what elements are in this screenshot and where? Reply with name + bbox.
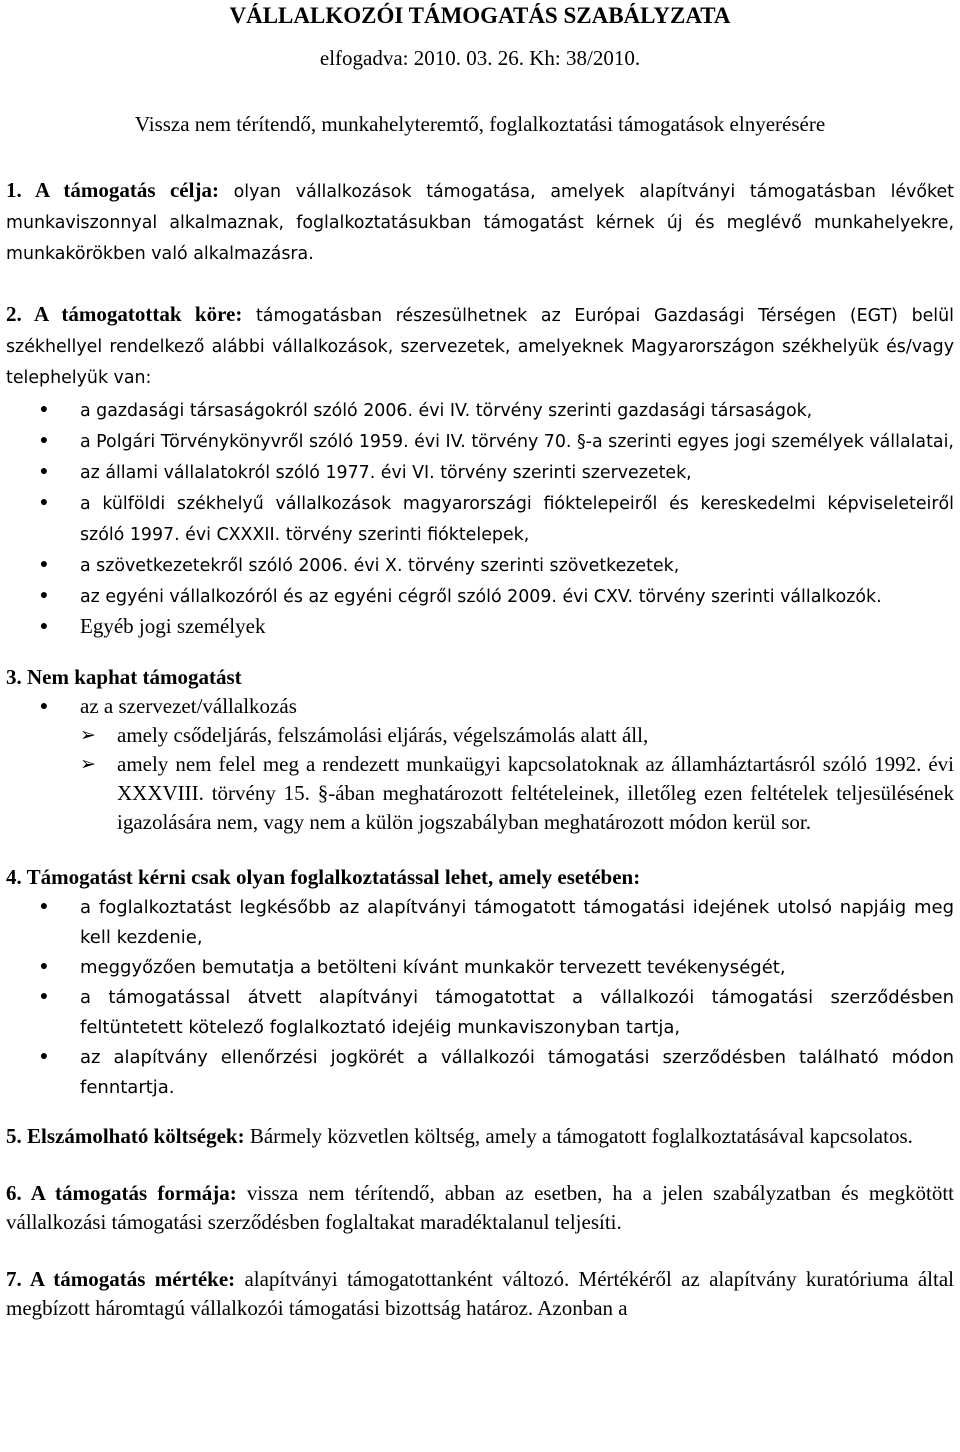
section-7 — [6, 1265, 954, 1323]
section-4-heading: 4. Támogatást kérni csak olyan foglalkoztatással lehet, amely esetében: — [6, 865, 641, 889]
section-1-heading: 1. A támogatás célja: — [6, 178, 219, 202]
list-item: ● a külföldi székhelyű vállalkozások magyarországi fióktelepeiről és kereskedelmi képviseleteiről szóló 1997. évi CXXXII. törvény szerinti fióktelepek, — [6, 488, 954, 550]
section-2 — [6, 300, 954, 393]
section-2-list — [6, 395, 954, 641]
section-6-heading: 6. A támogatás formája: — [6, 1181, 237, 1205]
bullet-icon: ● — [39, 899, 49, 914]
section-4-list — [6, 892, 954, 1102]
bullet-icon: ● — [39, 402, 49, 417]
list-item: ● az alapítvány ellenőrzési jogkörét a vállalkozói támogatási szerződésben található módon fenntartja. — [6, 1042, 954, 1102]
bullet-icon: ● — [39, 619, 49, 634]
bullet-icon: ● — [39, 959, 49, 974]
section-5-heading: 5. Elszámolható költségek: — [6, 1124, 245, 1148]
section-6 — [6, 1179, 954, 1237]
list-item: ● Egyéb jogi személyek — [6, 612, 954, 641]
section-1 — [6, 176, 954, 269]
section-3-heading: 3. Nem kaphat támogatást — [6, 665, 242, 689]
section-7-heading: 7. A támogatás mértéke: — [6, 1267, 236, 1291]
section-3-sublist — [6, 721, 954, 837]
bullet-icon: ● — [39, 495, 49, 510]
bullet-icon: ● — [39, 699, 49, 714]
list-item: ● a gazdasági társaságokról szóló 2006. évi IV. törvény szerinti gazdasági társaságok, — [6, 395, 954, 426]
list-item: ● a Polgári Törvénykönyvről szóló 1959. évi IV. törvény 70. §-a szerinti egyes jogi személyek vállalatai, — [6, 426, 954, 457]
bullet-icon: ● — [39, 989, 49, 1004]
document-subtitle: Vissza nem térítendő, munkahelyteremtő, foglalkoztatási támogatások elnyerésére — [134, 112, 826, 136]
section-4 — [6, 863, 954, 892]
section-2-text: támogatásban részesülhetnek az Európai Gazdasági Térségen (EGT) belül székhellyel rendelkező alábbi vállalkozások, szervezetek, amelyeknek Magyarországon székhelyük és/vagy telephelyük van: — [6, 306, 954, 388]
document-title: VÁLLALKOZÓI TÁMOGATÁS SZABÁLYZATA — [229, 3, 731, 28]
section-2-heading: 2. A támogatottak köre: — [6, 302, 243, 326]
bullet-icon: ● — [39, 464, 49, 479]
section-6-text: vissza nem térítendő, abban az esetben, ha a jelen szabályzatban és megkötött vállalkozási támogatási szerződésben foglaltakat maradéktalanul teljesíti. — [6, 1181, 954, 1234]
list-item: ➢ amely nem felel meg a rendezett munkaügyi kapcsolatoknak az államháztartásról szóló 1992. évi XXXVIII. törvény 15. §-ában meghatározott feltételeinek, illetőleg ezen feltételek teljesülésének igazolására nem, vagy nem a külön jogszabályban meghatározott módon kerül sor. — [80, 752, 954, 834]
arrowhead-icon: ➢ — [80, 753, 96, 775]
list-item: ● a foglalkoztatást legkésőbb az alapítványi támogatott támogatási idejének utolsó napjáig meg kell kezdenie, — [6, 892, 954, 952]
bullet-icon: ● — [39, 557, 49, 572]
list-item: ➢ amely csődeljárás, felszámolási eljárás, végelszámolás alatt áll, — [6, 721, 954, 750]
list-item: ● az a szervezet/vállalkozás — [6, 692, 954, 721]
list-item: ● meggyőzően bemutatja a betölteni kívánt munkakör tervezett tevékenységét, — [6, 952, 954, 982]
arrowhead-icon: ➢ — [80, 724, 96, 746]
list-item: ● a szövetkezetekről szóló 2006. évi X. törvény szerinti szövetkezetek, — [6, 550, 954, 581]
section-5 — [6, 1122, 954, 1151]
section-1-text: olyan vállalkozások támogatása, amelyek alapítványi támogatásban lévőket munkaviszonnyal alkalmaznak, foglalkoztatásukban támogatást kérnek új és meglévő munkahelyekre, munkakörökben való alkalmazásra. — [6, 182, 954, 264]
section-5-text: Bármely közvetlen költség, amely a támogatott foglalkoztatásával kapcsolatos. — [244, 1124, 913, 1148]
bullet-icon: ● — [39, 1049, 49, 1064]
list-item: ● az állami vállalatokról szóló 1977. évi VI. törvény szerinti szervezetek, — [6, 457, 954, 488]
section-7-text: alapítványi támogatottanként változó. Mértékéről az alapítvány kuratóriuma által megbízott háromtagú vállalkozói támogatási bizottság határoz. Azonban a — [6, 1267, 954, 1320]
section-3 — [6, 663, 954, 692]
list-item: ● a támogatással átvett alapítványi támogatottat a vállalkozói támogatási szerződésben feltüntetett kötelező foglalkoztató idejéig munkaviszonyban tartja, — [6, 982, 954, 1042]
adoption-date: elfogadva: 2010. 03. 26. Kh: 38/2010. — [319, 46, 641, 70]
bullet-icon: ● — [39, 433, 49, 448]
list-item: ● az egyéni vállalkozóról és az egyéni cégről szóló 2009. évi CXV. törvény szerinti vállalkozók. — [6, 581, 954, 612]
bullet-icon: ● — [39, 588, 49, 603]
section-3-list — [6, 692, 954, 721]
